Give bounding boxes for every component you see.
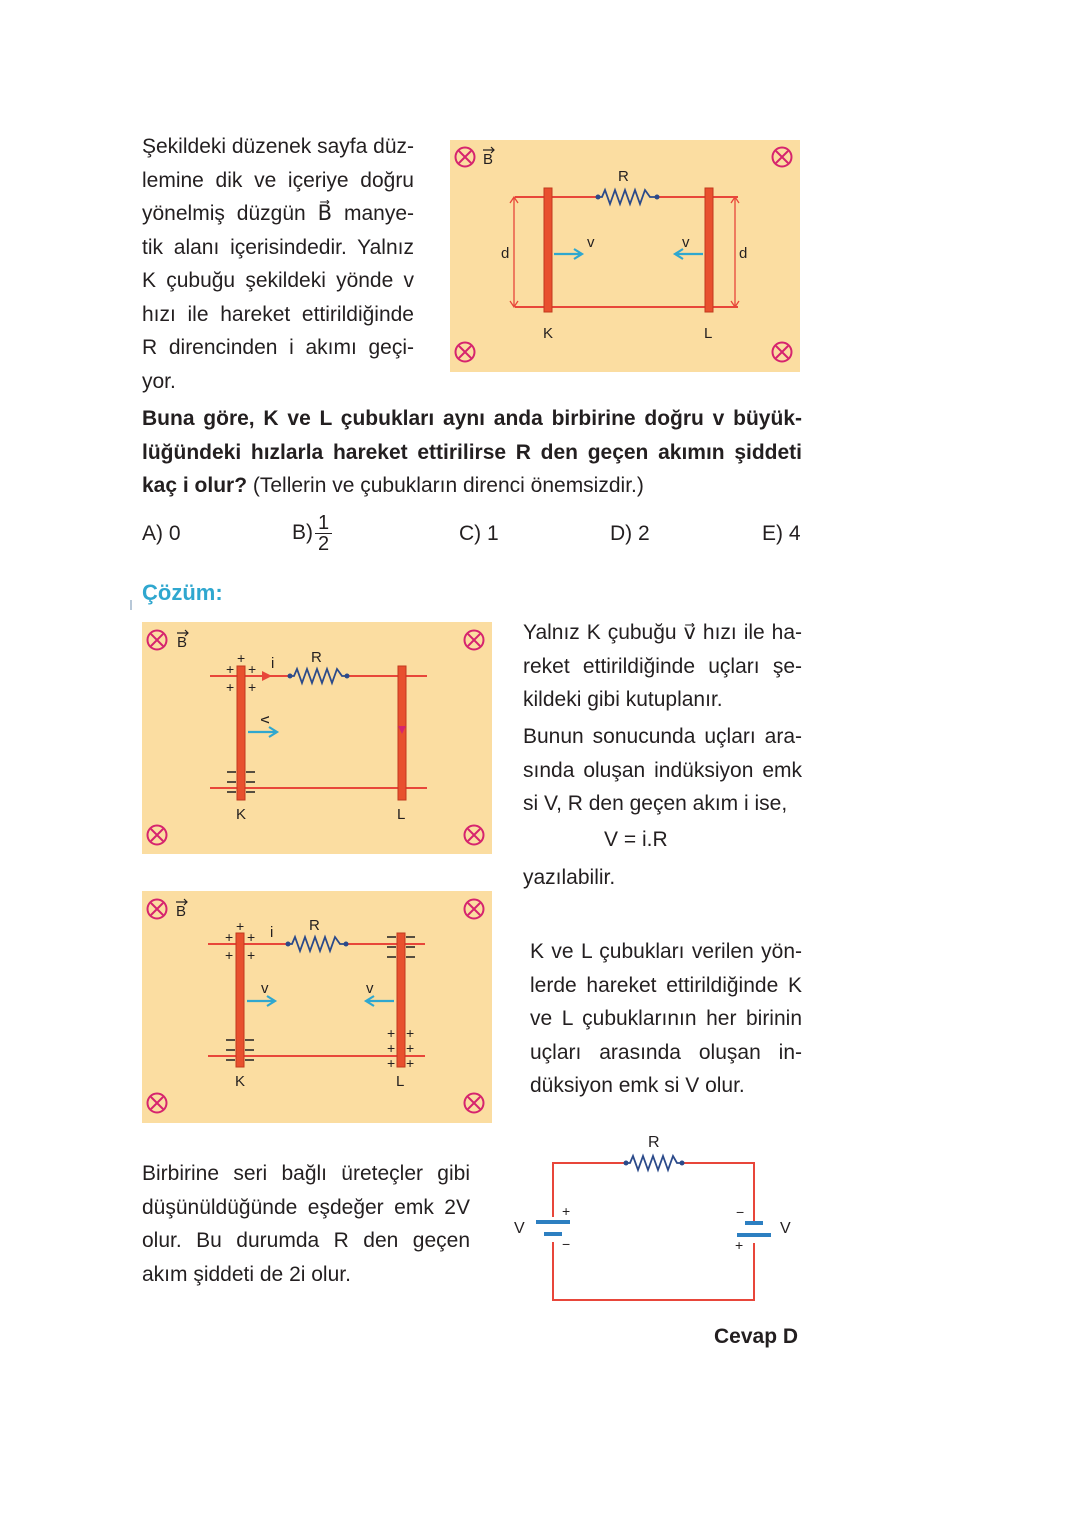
svg-text:+: + xyxy=(248,679,257,695)
solution-figure-2 xyxy=(142,891,492,1123)
velocity-label: v xyxy=(257,716,274,724)
velocity-label: v xyxy=(682,234,690,251)
resistor-label: R xyxy=(311,649,322,666)
text-line: lemine dik ve içeriye doğru xyxy=(142,168,414,192)
battery-plus: + xyxy=(735,1237,744,1253)
text-line: hızı ile hareket ettirildiğinde xyxy=(142,302,414,326)
option-value: 4 xyxy=(788,522,801,545)
svg-text:+: + xyxy=(236,918,245,934)
text-line: Yalnız K çubuğu v⃗ hızı ile ha- xyxy=(523,621,802,644)
rod-l xyxy=(705,188,713,312)
rod-k xyxy=(237,666,245,800)
velocity-label: v xyxy=(587,234,595,251)
fraction-numerator: 1 xyxy=(315,513,332,534)
field-into-page-icon xyxy=(148,826,167,845)
svg-text:+: + xyxy=(387,1040,396,1056)
option-letter: E) xyxy=(762,522,783,545)
prompt-line: lüğündeki hızlarla hareket ettirilirse R den geçen akımın şiddeti xyxy=(142,440,802,464)
option-e[interactable] xyxy=(762,522,801,546)
field-label: B xyxy=(483,151,494,168)
svg-text:+: + xyxy=(226,679,235,695)
battery-right-icon xyxy=(737,1221,771,1237)
svg-text:+: + xyxy=(247,929,256,945)
option-letter: A) xyxy=(142,522,163,545)
field-into-page-icon xyxy=(465,1094,484,1113)
field-into-page-icon xyxy=(148,900,167,919)
resistor xyxy=(290,669,347,683)
field-into-page-icon xyxy=(456,343,475,362)
distance-label: d xyxy=(501,245,510,262)
solution-paragraph-4 xyxy=(142,1157,470,1291)
solution-figure-1 xyxy=(142,622,492,854)
velocity-label: v xyxy=(261,980,269,997)
text-line: yor. xyxy=(142,369,176,393)
svg-text:+: + xyxy=(387,1025,396,1041)
option-value: 0 xyxy=(168,522,181,545)
solution-paragraph-1 xyxy=(523,616,802,717)
question-intro xyxy=(142,130,414,398)
text-line: Bunun sonucunda uçları ara- xyxy=(523,725,802,748)
text-line: si V, R den geçen akım i ise, xyxy=(523,792,788,815)
text-line: Şekildeki düzenek sayfa düz- xyxy=(142,135,414,158)
text-line: uçları arasında oluşan in- xyxy=(530,1040,802,1064)
battery-left-icon xyxy=(536,1220,570,1236)
emf-label: V xyxy=(780,1220,791,1237)
battery-minus: − xyxy=(736,1204,745,1220)
current-arrow-icon xyxy=(262,671,272,681)
option-letter: D) xyxy=(610,522,633,545)
resistor-label: R xyxy=(648,1134,660,1151)
battery-plus: + xyxy=(562,1203,571,1219)
text-line: düksiyon emk si V olur. xyxy=(530,1074,745,1097)
option-d[interactable] xyxy=(610,522,650,546)
resistor-label: R xyxy=(618,168,629,185)
svg-text:+: + xyxy=(406,1055,415,1071)
rod-k-label: K xyxy=(543,325,554,342)
option-b[interactable] xyxy=(292,513,332,554)
text-line: K çubuğu şekildeki yönde v xyxy=(142,269,414,292)
rod-k xyxy=(544,188,552,312)
formula: V = i.R xyxy=(604,828,668,851)
question-prompt xyxy=(142,402,802,503)
svg-text:+: + xyxy=(225,947,234,963)
text-line: Birbirine seri bağlı üreteçler gibi xyxy=(142,1162,470,1185)
battery-minus: − xyxy=(562,1236,571,1252)
option-a[interactable] xyxy=(142,522,181,546)
rod-k xyxy=(236,933,244,1067)
velocity-right-arrow xyxy=(554,249,582,259)
resistor-label: R xyxy=(309,917,320,934)
margin-mark xyxy=(130,600,132,610)
text-line: olur. Bu durumda R den geçen xyxy=(142,1229,470,1252)
field-into-page-icon xyxy=(465,631,484,650)
solution-heading: Çözüm: xyxy=(142,580,223,605)
resistor xyxy=(288,937,346,951)
option-value: 1 xyxy=(487,522,499,545)
text-line: sında oluşan indüksiyon emk xyxy=(523,758,802,782)
text-line: R direncinden i akımı geçi- xyxy=(142,336,414,359)
text-line: kildeki gibi kutuplanır. xyxy=(523,688,723,711)
option-fraction xyxy=(315,513,332,554)
fraction-denominator: 2 xyxy=(318,533,330,555)
solution-paragraph-3 xyxy=(530,935,802,1103)
velocity-left-arrow xyxy=(366,996,394,1006)
velocity-right-arrow xyxy=(248,727,277,737)
field-into-page-icon xyxy=(456,148,475,167)
text-line: reket ettirildiğinde uçları şe- xyxy=(523,654,802,678)
solution-paragraph-2 xyxy=(523,720,802,821)
field-into-page-icon xyxy=(148,631,167,650)
current-label: i xyxy=(270,924,274,941)
distance-arrow-left xyxy=(510,197,518,307)
velocity-right-arrow xyxy=(247,996,275,1006)
svg-text:+: + xyxy=(226,661,235,677)
field-into-page-icon xyxy=(773,343,792,362)
option-letter: C) xyxy=(459,522,482,545)
distance-arrow-right xyxy=(731,197,739,307)
field-label: B xyxy=(176,903,187,920)
svg-text:+: + xyxy=(237,650,246,666)
option-c[interactable] xyxy=(459,522,499,546)
circuit-wire xyxy=(553,1163,754,1300)
text-line: akım şiddeti de 2i olur. xyxy=(142,1262,351,1286)
field-into-page-icon xyxy=(465,900,484,919)
question-figure xyxy=(450,140,800,372)
prompt-note: (Tellerin ve çubukların direnci önemsizdir.) xyxy=(247,474,644,497)
equivalent-circuit xyxy=(505,1125,805,1315)
field-into-page-icon xyxy=(465,826,484,845)
current-label: i xyxy=(271,655,275,672)
prompt-bold: kaç i olur? xyxy=(142,474,248,497)
text-line: düşünüldüğünde eşdeğer emk 2V xyxy=(142,1195,470,1219)
rod-l xyxy=(397,933,405,1067)
resistor xyxy=(598,190,657,204)
text-line: K ve L çubukları verilen yön- xyxy=(530,940,802,963)
text-line: lerde hareket ettirildiğinde K xyxy=(530,973,802,997)
svg-text:+: + xyxy=(406,1025,415,1041)
text-line: tik alanı içerisindedir. Yalnız xyxy=(142,235,414,259)
prompt-line: Buna göre, K ve L çubukları aynı anda birbirine doğru v büyük- xyxy=(142,407,802,430)
svg-text:+: + xyxy=(248,661,257,677)
answer: Cevap D xyxy=(714,1325,799,1348)
field-into-page-icon xyxy=(773,148,792,167)
emf-label: V xyxy=(514,1220,525,1237)
option-letter: B) xyxy=(292,521,313,545)
svg-text:+: + xyxy=(406,1040,415,1056)
svg-text:+: + xyxy=(387,1055,396,1071)
option-value: 2 xyxy=(638,522,650,545)
field-into-page-icon xyxy=(148,1094,167,1113)
text-line: yönelmiş düzgün B⃗ manye- xyxy=(142,202,414,225)
rod-l-label: L xyxy=(396,1073,405,1090)
rod-k-label: K xyxy=(236,806,247,823)
resistor xyxy=(626,1156,682,1170)
solution-paragraph-2-end: yazılabilir. xyxy=(523,866,616,889)
svg-text:+: + xyxy=(225,929,234,945)
rod-l-label: L xyxy=(397,806,406,823)
rod-l-label: L xyxy=(704,325,713,342)
field-label: B xyxy=(177,634,188,651)
text-line: ve L çubuklarının her birinin xyxy=(530,1007,802,1030)
svg-text:+: + xyxy=(247,947,256,963)
velocity-label: v xyxy=(366,980,374,997)
distance-label: d xyxy=(739,245,748,262)
rod-k-label: K xyxy=(235,1073,246,1090)
